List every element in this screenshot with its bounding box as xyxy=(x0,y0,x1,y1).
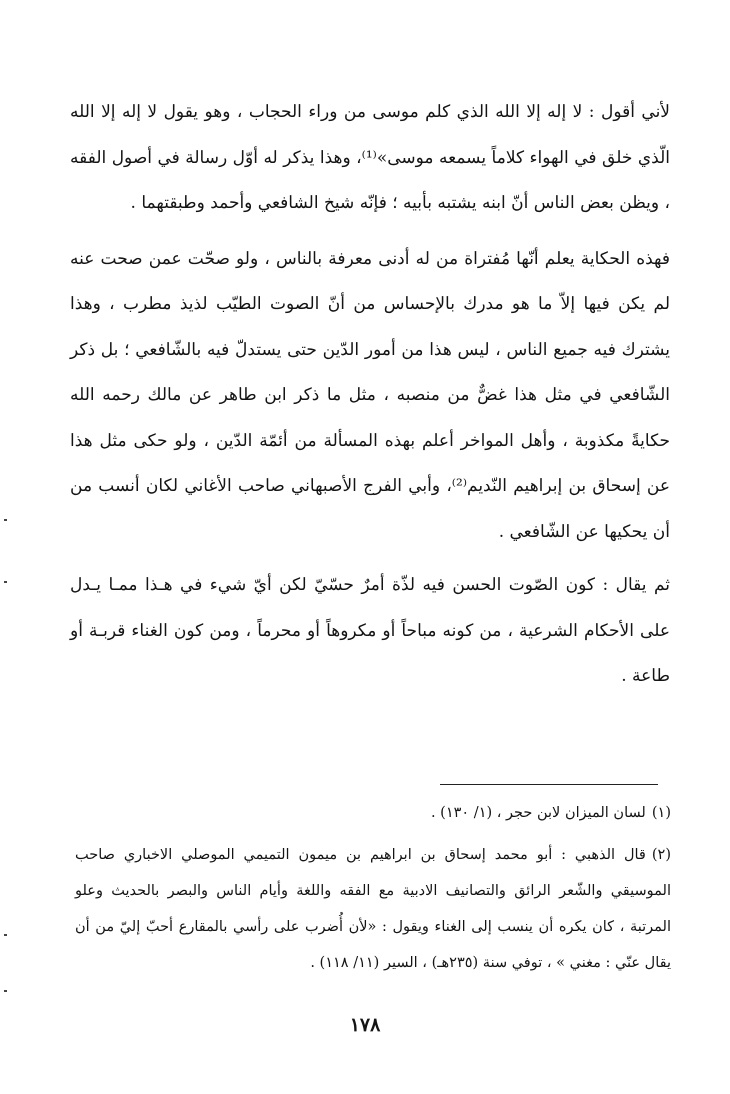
scan-speck xyxy=(4,990,7,992)
footnotes xyxy=(75,795,671,981)
page-number: ١٧٨ xyxy=(349,1014,381,1036)
footnote-2 xyxy=(75,837,671,981)
footnote-separator xyxy=(440,784,658,785)
paragraph-1: لأني أقول : لا إله إلا الله الذي كلم موسى من وراء الحجاب ، وهو يقول لا إله إلا الله الّذي خلق في الهواء كلاماً يسمعه موسى»⁽¹⁾، وهذا يذكر له أوّل رسالة في أصول الفقه ، ويظن بعض الناس أنّ ابنه يشتبه بأبيه ؛ فإنّه شيخ الشافعي وأحمد وطبقتهما . xyxy=(70,102,670,213)
paragraph-3: ثم يقال : كون الصّوت الحسن فيه لذّة أمرٌ حسّيّ لكن أيّ شيء في هـذا ممـا يـدل على الأحكام الشرعية ، من كونه مباحاً أو مكروهاً أو محرماً ، ومن كون الغناء قربـة أو طاعة . xyxy=(70,575,670,686)
footnote-1 xyxy=(75,795,671,831)
paragraph-2: فهذه الحكاية يعلم أنّها مُفتراة من له أدنى معرفة بالناس ، ولو صحّت عمن صحت عنه لم يكن فيها إلاّ ما هو مدرك بالإحساس من أنّ الصوت الطيّب لذيذ مطرب ، وهذا يشترك فيه جميع الناس ، ليس هذا من أمور الدّين حتى يستدلّ فيه بالشّافعي ؛ بل ذكر الشّافعي في مثل هذا غضٌّ من منصبه ، مثل ما ذكر ابن طاهر عن مالك رحمه الله حكايةً مكذوبة ، وأهل المواخر أعلم بهذه المسألة من أئمّة الدّين ، ولو حكى مثل هذا عن إسحاق بن إبراهيم النّديم⁽²⁾، وأبي الفرج الأصبهاني صاحب الأغاني لكان أنسب من أن يحكيها عن الشّافعي . xyxy=(70,248,671,542)
scan-speck xyxy=(4,519,7,521)
main-text xyxy=(70,90,670,700)
footnote-text: قال الذهبي : أبو محمد إسحاق بن ابراهيم بن ميمون التميمي الموصلي الاخباري صاحب الموسيقي والشّعر الرائق والتصانيف الادبية مع الفقه واللغة وأيام الناس والبصر بالحديث وعلو المرتبة ، كان يكره أن ينسب إلى الغناء ويقول : «لأن أُضرب على رأسي بالمقارع أحبّ إليّ من أن يقال عنّي : مغني » ، توفي سنة (٢٣٥هـ) ، السير (١١/ ١١٨) . xyxy=(75,847,671,971)
footnote-text: لسان الميزان لابن حجر ، (١/ ١٣٠) . xyxy=(430,805,646,821)
scan-speck xyxy=(4,581,7,583)
footnote-number: (١) xyxy=(651,805,671,821)
footnote-number: (٢) xyxy=(651,847,671,863)
scan-speck xyxy=(4,934,7,936)
